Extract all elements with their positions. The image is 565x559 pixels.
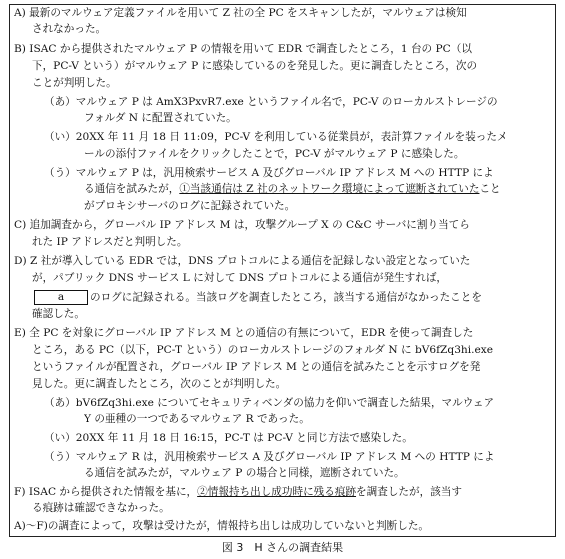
line-text: ところ，ある PC（以下，PC-T という）のローカルストレージのフォルダ N に bV6fZq3hi.exe (32, 344, 494, 356)
line-text: ことが判明した。 (32, 77, 117, 89)
line-text: る通信を試みたが，マルウェア P の場合と同様，遮断されていた。 (84, 467, 405, 479)
text-line (32, 59, 550, 73)
text-line (14, 254, 550, 268)
line-text: 下，PC-V という）がマルウェア P に感染しているのを発見した。更に調査したところ，次の (32, 60, 478, 72)
text-line (84, 466, 550, 480)
line-text: （あ）bV6fZq3hi.exe についてセキュリティベンダの協力を仰いで調査した結果，マルウェア (44, 397, 495, 409)
underlined-phrase: ①当該通信は Z 社のネットワーク環境によって遮断されていた (179, 183, 480, 195)
line-text: （い）20XX 年 11 月 18 日 16:15，PC-T は PC-V と同じ方法で感染した。 (44, 432, 413, 444)
blank-box-a: a (34, 290, 88, 305)
line-text: というファイルが配置され，グローバル IP アドレス M との通信を試みたことを示すログを発 (32, 361, 481, 373)
line-text: （あ）マルウェア P は AmX3PxvR7.exe というファイル名で，PC-V のローカルストレージの (44, 96, 498, 108)
line-text: F) ISAC から提供された情報を基に， (14, 486, 198, 498)
text-line (84, 147, 550, 161)
line-text: フォルダ N に配置されていた。 (84, 112, 237, 124)
text-line (44, 396, 550, 410)
line-text: D) Z 社が導入している EDR では，DNS プロトコルによる通信を記録しない設定となっていた (14, 255, 471, 267)
text-line (44, 166, 550, 180)
line-text: が，パブリック DNS サービス L に対して DNS プロトコルによる通信が発生すれば， (32, 272, 448, 284)
line-text: 見した。更に調査したところ，次のことが判明した。 (32, 378, 287, 390)
text-line (32, 22, 550, 36)
text-line (84, 182, 550, 196)
text-line (14, 218, 550, 232)
line-text: A)〜F)の調査によって，攻撃は受けたが，情報持ち出しは成功していないと判断した。 (14, 520, 430, 532)
text-line (32, 501, 550, 515)
text-line (14, 519, 550, 533)
text-line (32, 290, 550, 305)
line-text: こと (479, 183, 501, 195)
line-text: 確認した。 (32, 308, 85, 320)
line-text: E) 全 PC を対象にグローバル IP アドレス M との通信の有無について，EDR を使って調査した (14, 327, 474, 339)
line-text: Y の亜種の一つであるマルウェア R であった。 (84, 413, 310, 425)
text-line (84, 412, 550, 426)
line-text: B) ISAC から提供されたマルウェア P の情報を用いて EDR で調査したところ，1 台の PC（以 (14, 43, 472, 55)
line-text: ールの添付ファイルをクリックしたことで，PC-V がマルウェア P に感染した。 (84, 148, 465, 160)
text-line (44, 431, 550, 445)
line-text: を調査したが，該当す (356, 486, 462, 498)
line-text: （う）マルウェア R は，汎用検索サービス A 及びグローバル IP アドレス M への HTTP によ (44, 451, 495, 463)
line-text: （う）マルウェア P は，汎用検索サービス A 及びグローバル IP アドレス M への HTTP によ (44, 167, 494, 179)
line-text: る通信を試みたが， (84, 183, 180, 195)
line-text: C) 追加調査から，グローバル IP アドレス M は，攻撃グループ X の C&C サーバに割り当てら (14, 219, 470, 231)
text-line (14, 485, 550, 499)
line-text: されなかった。 (32, 23, 107, 35)
line-text: れた IP アドレスだと判明した。 (32, 236, 188, 248)
text-line (84, 199, 550, 213)
text-line (32, 360, 550, 374)
text-line (32, 271, 550, 285)
line-text: がプロキシサーバのログに記録されていた。 (84, 200, 296, 212)
line-text: のログに記録される。当該ログを調査したところ，該当する通信がなかったことを (90, 291, 482, 304)
text-line (84, 111, 550, 125)
line-text: A) 最新のマルウェア定義ファイルを用いて Z 社の全 PC をスキャンしたが，マルウェアは検知 (14, 7, 467, 19)
text-line (14, 6, 550, 20)
underlined-phrase: ②情報持ち出し成功時に残る痕跡 (197, 486, 357, 498)
text-line (14, 326, 550, 340)
text-line (32, 377, 550, 391)
text-line (32, 307, 550, 321)
text-line (32, 76, 550, 90)
text-line (44, 95, 550, 109)
line-text: る痕跡は確認できなかった。 (32, 502, 170, 514)
text-line (32, 343, 550, 357)
text-line (32, 235, 550, 249)
text-line (44, 130, 550, 144)
text-line (14, 42, 550, 56)
text-line (44, 450, 550, 464)
figure-caption: 図 3 H さんの調査結果 (221, 541, 344, 554)
line-text: （い）20XX 年 11 月 18 日 11:09，PC-V を利用している従業員が，表計算ファイルを装ったメ (44, 131, 508, 143)
